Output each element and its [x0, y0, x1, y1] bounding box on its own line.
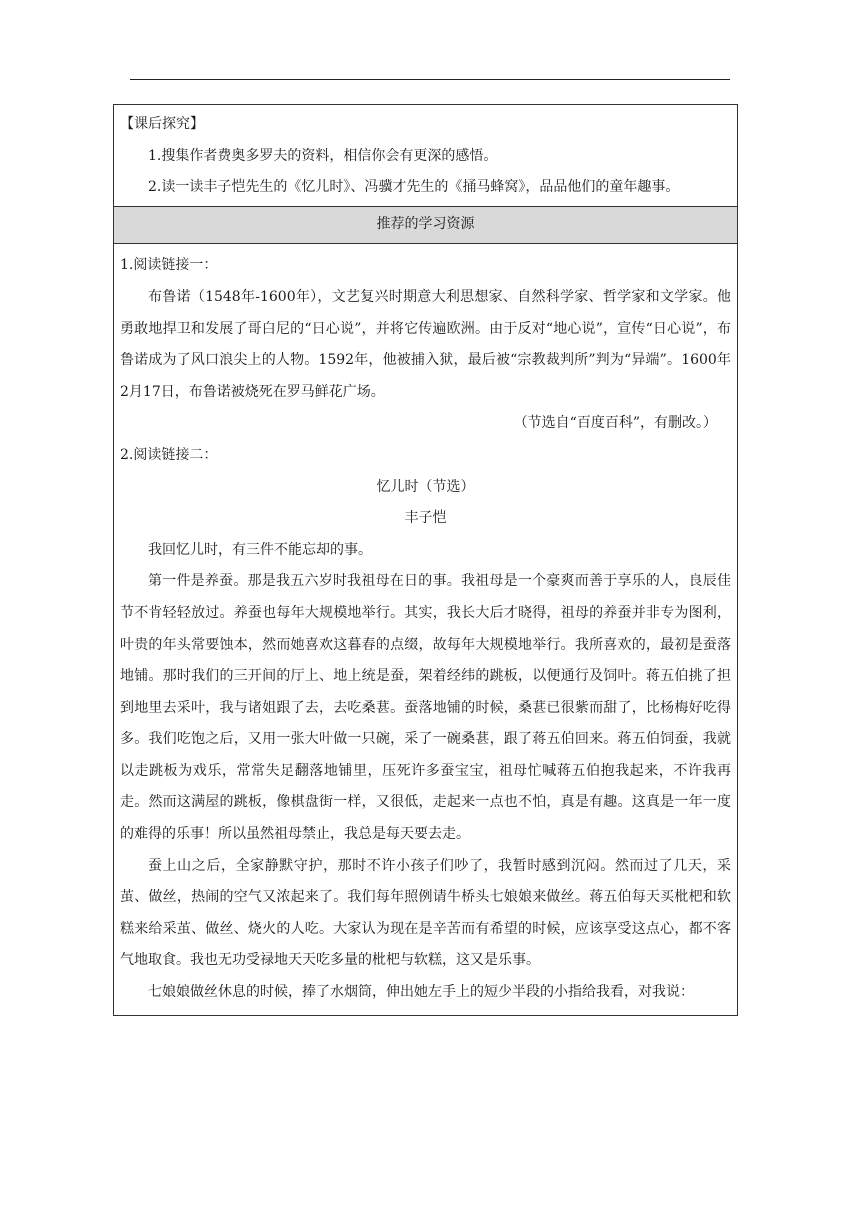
article-paragraph-4: 七娘娘做丝休息的时候，捧了水烟筒，伸出她左手上的短少半段的小指给我看，对我说： — [148, 984, 694, 1001]
link1-label: 1.阅读链接一： — [120, 257, 218, 274]
document-table — [113, 104, 738, 1016]
explore-item-1: 1.搜集作者费奥多罗夫的资料，相信你会有更深的感悟。 — [148, 147, 498, 164]
resources-heading: 推荐的学习资源 — [376, 215, 475, 232]
resources-heading-cell — [114, 206, 737, 244]
link1-paragraph: 布鲁诺（1548年-1600年），文艺复兴时期意大利思想家、自然科学家、哲学家和文学家。他勇敢地捍卫和发展了哥白尼的“日心说”，并将它传遍欧洲。由于反对“地心说”，宣传“日心说”，布鲁诺成为了风口浪尖上的人物。1592年，他被捕入狱，最后被“宗教裁判所”判为“异端”。1600年2月17日，布鲁诺被烧死在罗马鲜花广场。 — [120, 288, 731, 400]
resources-content — [114, 243, 737, 1014]
article-author: 丰子恺 — [404, 510, 447, 527]
explore-title: 【课后探究】 — [120, 116, 204, 132]
explore-section — [114, 105, 737, 206]
header-rule — [130, 79, 730, 80]
link2-label: 2.阅读链接二： — [120, 446, 218, 463]
article-paragraph-3: 蚕上山之后，全家静默守护，那时不许小孩子们吵了，我暂时感到沉闷。然而过了几天，采茧、做丝，热闹的空气又浓起来了。我们每年照例请牛桥头七娘娘来做丝。蒋五伯每天买枇杷和软糕来给采茧、做丝、烧火的人吃。大家认为现在是辛苦而有希望的时候，应该享受这点心，都不客气地取食。我也无功受禄地天天吃多量的枇杷与软糕，这又是乐事。 — [120, 857, 731, 969]
link1-source: （节选自“百度百科”，有删改。） — [513, 415, 717, 432]
article-title: 忆儿时（节选） — [376, 478, 475, 495]
article-paragraph-2: 第一件是养蚕。那是我五六岁时我祖母在日的事。我祖母是一个豪爽而善于享乐的人，良辰佳节不肯轻轻放过。养蚕也每年大规模地举行。其实，我长大后才晓得，祖母的养蚕并非专为图利，叶贵的年头常要蚀本，然而她喜欢这暮春的点缀，故每年大规模地举行。我所喜欢的，最初是蚕落地铺。那时我们的三开间的厅上、地上统是蚕，架着经纬的跳板，以便通行及饲叶。蒋五伯挑了担到地里去采叶，我与诸姐跟了去，去吃桑葚。蚕落地铺的时候，桑葚已很紫而甜了，比杨梅好吃得多。我们吃饱之后，又用一张大叶做一只碗，采了一碗桑葚，跟了蒋五伯回来。蒋五伯饲蚕，我就以走跳板为戏乐，常常失足翻落地铺里，压死许多蚕宝宝，祖母忙喊蒋五伯抱我起来，不许我再走。然而这满屋的跳板，像棋盘街一样，又很低，走起来一点也不怕，真是有趣。这真是一年一度的难得的乐事！所以虽然祖母禁止，我总是每天要去走。 — [120, 573, 731, 843]
explore-item-2: 2.读一读丰子恺先生的《忆儿时》、冯骥才先生的《捅马蜂窝》，品品他们的童年趣事。 — [148, 179, 680, 196]
article-paragraph-1: 我回忆儿时，有三件不能忘却的事。 — [148, 541, 372, 558]
